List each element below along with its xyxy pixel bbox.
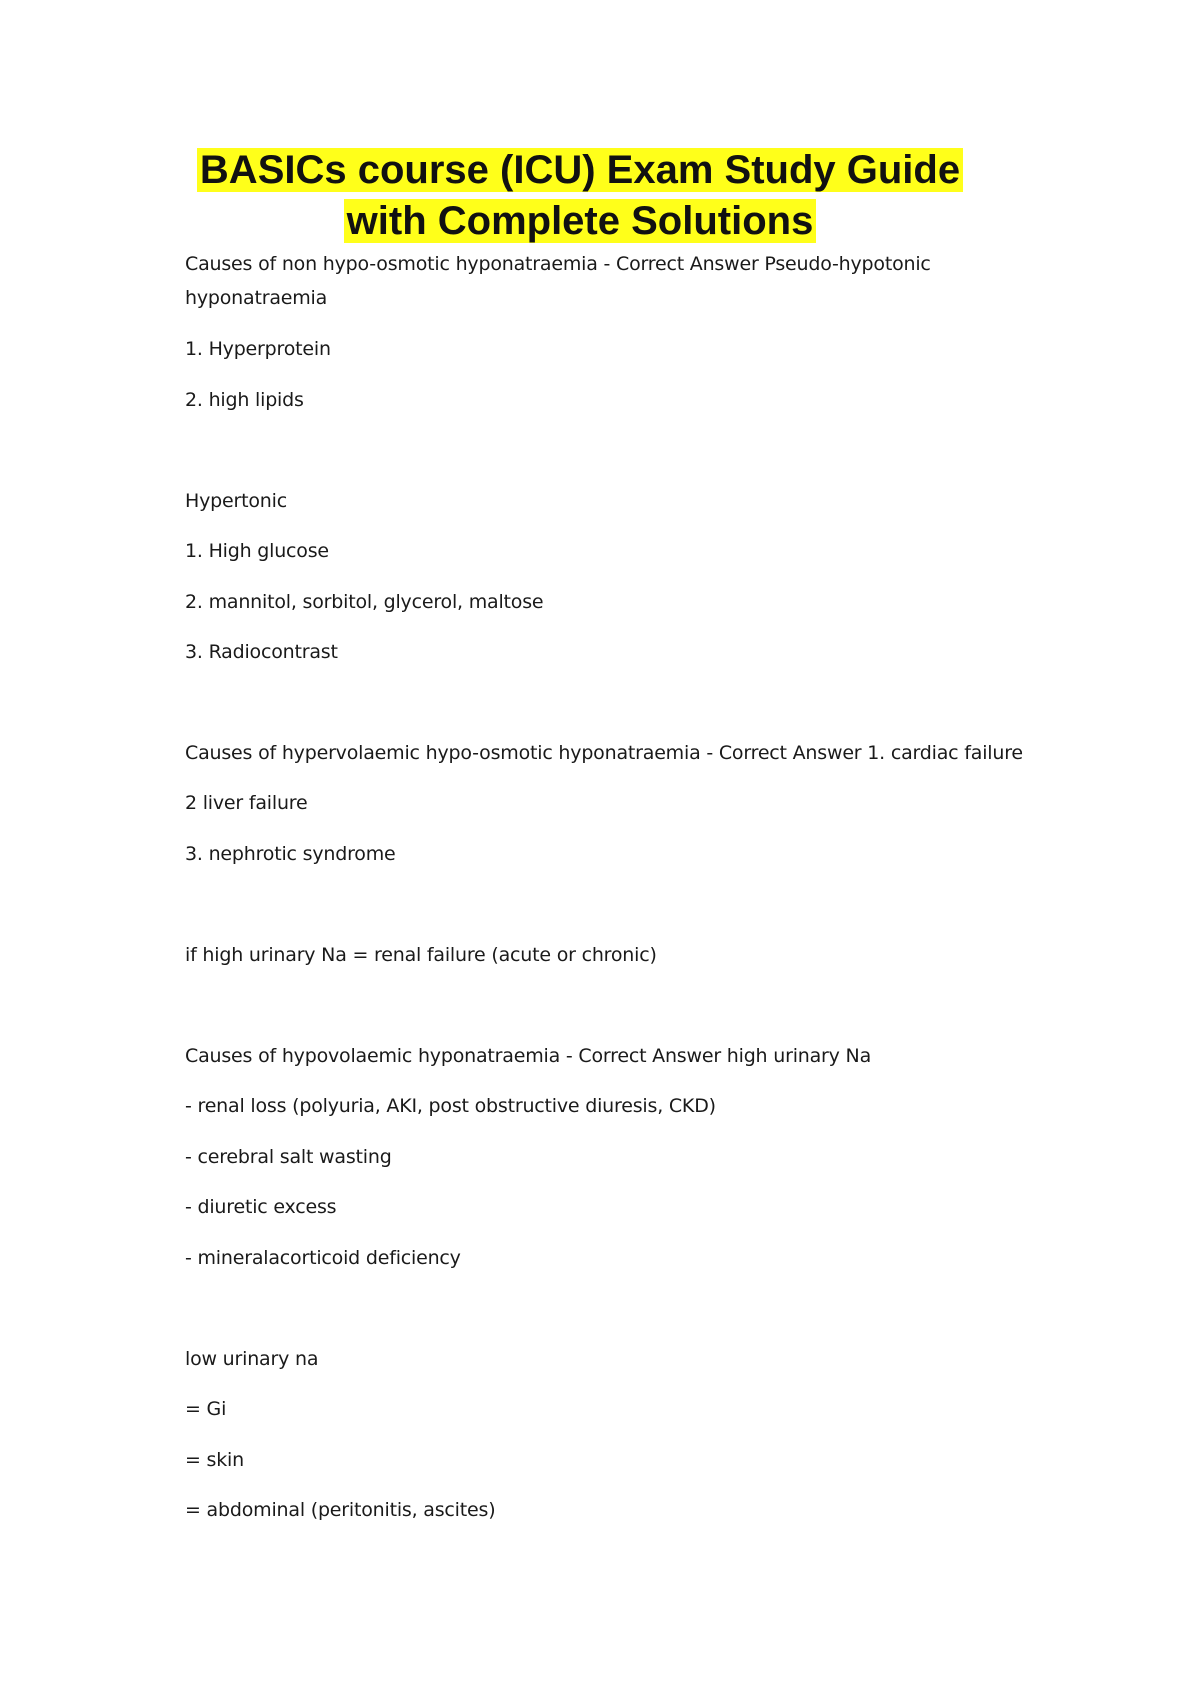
list-item: = Gi — [185, 1398, 227, 1420]
section-heading: Hypertonic — [185, 490, 287, 512]
question-1-text: Causes of non hypo-osmotic hyponatraemia - Correct Answer Pseudo-hypotonic — [185, 253, 931, 275]
list-item: = skin — [185, 1449, 244, 1471]
question-2-text: Causes of hypervolaemic hypo-osmotic hyponatraemia - Correct Answer 1. cardiac failure — [185, 742, 1023, 764]
list-item: 3. nephrotic syndrome — [185, 843, 396, 865]
section-heading: low urinary na — [185, 1348, 319, 1370]
list-item: 2 liver failure — [185, 792, 308, 814]
renal-note: if high urinary Na = renal failure (acute or chronic) — [185, 944, 657, 966]
list-item: 2. high lipids — [185, 389, 304, 411]
question-1-text-continued: hyponatraemia — [185, 287, 328, 309]
list-item: 1. Hyperprotein — [185, 338, 331, 360]
list-item: - cerebral salt wasting — [185, 1146, 392, 1168]
title-line-1: BASICs course (ICU) Exam Study Guide — [197, 148, 963, 192]
list-item: 3. Radiocontrast — [185, 641, 338, 663]
list-item: - renal loss (polyuria, AKI, post obstructive diuresis, CKD) — [185, 1095, 716, 1117]
page-title — [0, 145, 1160, 247]
title-line-2: with Complete Solutions — [344, 199, 817, 243]
list-item: 1. High glucose — [185, 540, 329, 562]
list-item: = abdominal (peritonitis, ascites) — [185, 1499, 496, 1521]
question-3-text: Causes of hypovolaemic hyponatraemia - Correct Answer high urinary Na — [185, 1045, 872, 1067]
list-item: - mineralacorticoid deficiency — [185, 1247, 461, 1269]
list-item: 2. mannitol, sorbitol, glycerol, maltose — [185, 591, 544, 613]
list-item: - diuretic excess — [185, 1196, 337, 1218]
